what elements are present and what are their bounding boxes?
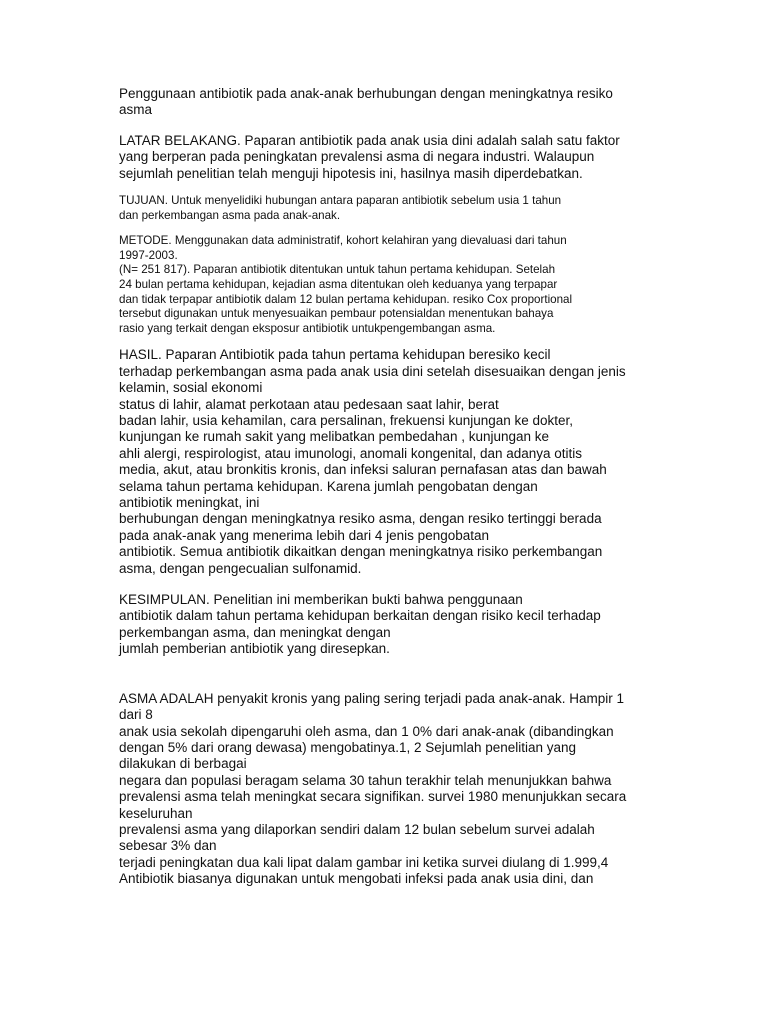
- text-line: dan tidak terpapar antibiotik dalam 12 bulan pertama kehidupan. resiko Cox proportional: [119, 292, 573, 306]
- text-line: HASIL. Paparan Antibiotik pada tahun pertama kehidupan beresiko kecil: [119, 347, 551, 363]
- text-line: rasio yang terkait dengan eksposur antibiotik untukpengembangan asma.: [119, 321, 496, 335]
- text-line: dengan 5% dari orang dewasa) mengobatinya.1, 2 Sejumlah penelitian yang: [119, 739, 577, 755]
- text-line: terjadi peningkatan dua kali lipat dalam gambar ini ketika survei diulang di 1.999,4: [119, 854, 609, 870]
- text-line: prevalensi asma yang dilaporkan sendiri dalam 12 bulan sebelum survei adalah: [119, 821, 595, 837]
- text-line: media, akut, atau bronkitis kronis, dan infeksi saluran pernafasan atas dan bawah: [119, 462, 607, 478]
- kesimpulan-paragraph: [119, 592, 659, 658]
- text-line: TUJUAN. Untuk menyelidiki hubungan antara paparan antibiotik sebelum usia 1 tahun: [119, 194, 562, 208]
- metode-paragraph: [119, 234, 659, 336]
- text-line: ahli alergi, respirologist, atau imunologi, anomali kongenital, dan adanya otitis: [119, 445, 583, 461]
- asma-paragraph: [119, 691, 659, 888]
- text-line: yang berperan pada peningkatan prevalensi asma di negara industri. Walaupun: [119, 149, 595, 165]
- text-line: jumlah pemberian antibiotik yang diresepkan.: [119, 641, 390, 657]
- hasil-paragraph: [119, 347, 659, 577]
- text-line: negara dan populasi beragam selama 30 tahun terakhir telah menunjukkan bahwa: [119, 772, 612, 788]
- text-line: tersebut digunakan untuk menyesuaikan pembaur potensialdan menentukan bahaya: [119, 307, 554, 321]
- text-line: dari 8: [119, 707, 153, 723]
- text-line: antibiotik meningkat, ini: [119, 495, 260, 511]
- text-line: selama tahun pertama kehidupan. Karena jumlah pengobatan dengan: [119, 478, 538, 494]
- text-line: berhubungan dengan meningkatnya resiko asma, dengan resiko tertinggi berada: [119, 511, 602, 527]
- text-line: dan perkembangan asma pada anak-anak.: [119, 208, 341, 222]
- text-line: (N= 251 817). Paparan antibiotik ditentukan untuk tahun pertama kehidupan. Setelah: [119, 263, 556, 277]
- text-line: terhadap perkembangan asma pada anak usia dini setelah disesuaikan dengan jenis: [119, 363, 626, 379]
- text-line: antibiotik. Semua antibiotik dikaitkan dengan meningkatnya risiko perkembangan: [119, 544, 603, 560]
- text-line: kunjungan ke rumah sakit yang melibatkan pembedahan , kunjungan ke: [119, 429, 550, 445]
- tujuan-paragraph: [119, 194, 659, 223]
- text-line: ASMA ADALAH penyakit kronis yang paling sering terjadi pada anak-anak. Hampir 1: [119, 690, 625, 706]
- document-page: [119, 86, 659, 888]
- latar-belakang-paragraph: [119, 133, 659, 182]
- title-line: Penggunaan antibiotik pada anak-anak berhubungan dengan meningkatnya resiko: [119, 86, 613, 101]
- text-line: prevalensi asma telah meningkat secara signifikan. survei 1980 menunjukkan secara: [119, 789, 627, 805]
- text-line: KESIMPULAN. Penelitian ini memberikan bukti bahwa penggunaan: [119, 592, 523, 608]
- text-line: 1997-2003.: [119, 248, 178, 262]
- text-line: METODE. Menggunakan data administratif, kohort kelahiran yang dievaluasi dari tahun: [119, 234, 567, 248]
- text-line: LATAR BELAKANG. Paparan antibiotik pada anak usia dini adalah salah satu faktor: [119, 132, 620, 148]
- text-line: antibiotik dalam tahun pertama kehidupan berkaitan dengan risiko kecil terhadap: [119, 608, 601, 624]
- text-line: Antibiotik biasanya digunakan untuk mengobati infeksi pada anak usia dini, dan: [119, 871, 594, 887]
- text-line: perkembangan asma, dan meningkat dengan: [119, 624, 391, 640]
- text-line: asma, dengan pengecualian sulfonamid.: [119, 560, 362, 576]
- text-line: kelamin, sosial ekonomi: [119, 380, 263, 396]
- text-line: 24 bulan pertama kehidupan, kejadian asma ditentukan oleh keduanya yang terpapar: [119, 278, 558, 291]
- text-line: dilakukan di berbagai: [119, 756, 247, 772]
- text-line: badan lahir, usia kehamilan, cara persalinan, frekuensi kunjungan ke dokter,: [119, 413, 574, 428]
- title-line: asma: [119, 102, 153, 118]
- text-line: anak usia sekolah dipengaruhi oleh asma, dan 1 0% dari anak-anak (dibandingkan: [119, 723, 614, 739]
- text-line: keseluruhan: [119, 805, 193, 821]
- document-title: [119, 86, 659, 119]
- text-line: sebesar 3% dan: [119, 838, 217, 854]
- text-line: sejumlah penelitian telah menguji hipotesis ini, hasilnya masih diperdebatkan.: [119, 165, 583, 181]
- text-line: status di lahir, alamat perkotaan atau pedesaan saat lahir, berat: [119, 396, 499, 412]
- text-line: pada anak-anak yang menerima lebih dari 4 jenis pengobatan: [119, 527, 490, 543]
